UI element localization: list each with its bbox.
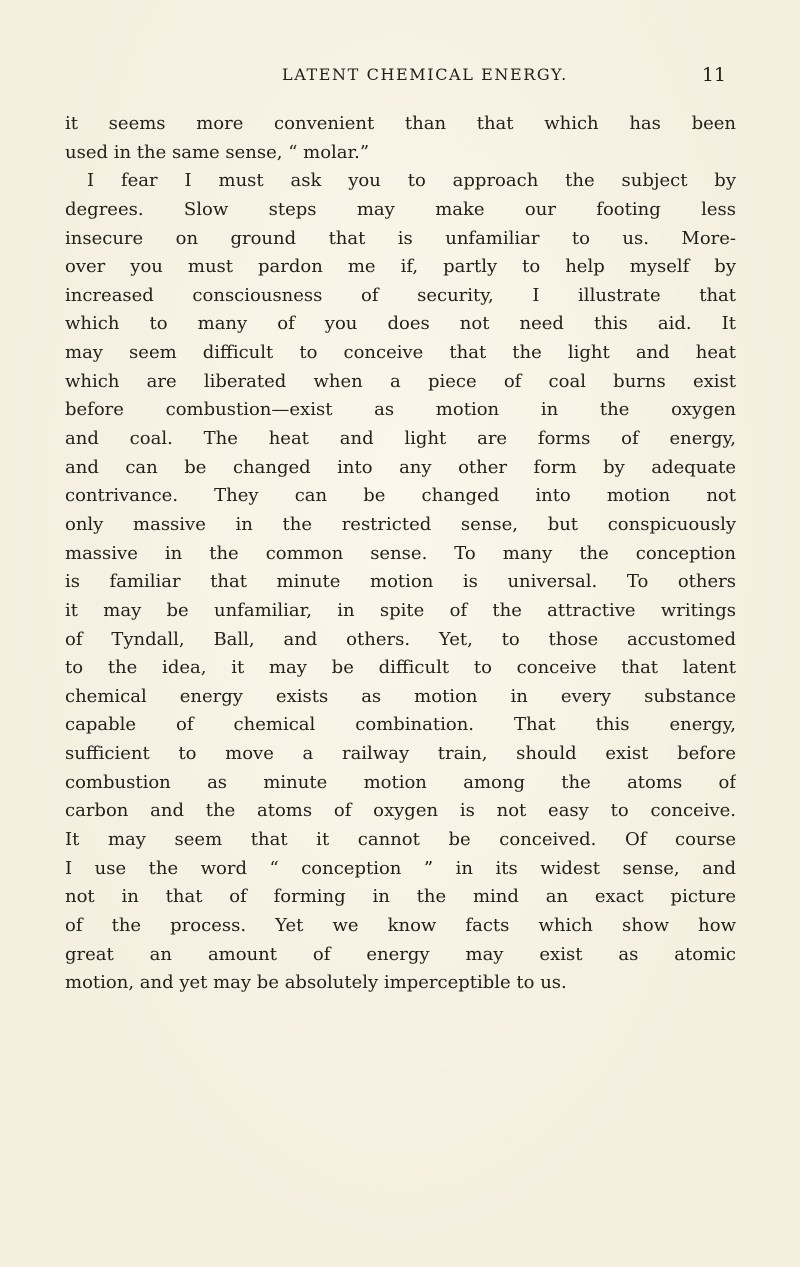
running-head bbox=[282, 60, 726, 90]
text-line: it seems more convenient than that which has been bbox=[65, 113, 736, 134]
text-line: contrivance. They can be changed into motion not bbox=[65, 485, 736, 507]
text-line: of the process. Yet we know facts which show how bbox=[65, 914, 736, 936]
text-line: to the idea, it may be difficult to conceive that latent bbox=[65, 657, 736, 679]
text-line: carbon and the atoms of oxygen is not easy to conceive. bbox=[65, 800, 736, 822]
text-line: and can be changed into any other form by adequate bbox=[65, 456, 736, 478]
text-line: only massive in the restricted sense, but conspicuously bbox=[65, 513, 736, 535]
text-line: increased consciousness of security, I illustrate that bbox=[65, 284, 736, 306]
text-line: I fear I must ask you to approach the subject by bbox=[87, 170, 736, 192]
text-line: capable of chemical combination. That this energy, bbox=[65, 714, 736, 736]
text-line: insecure on ground that is unfamiliar to us. More- bbox=[65, 227, 736, 249]
text-line: is familiar that minute motion is universal. To others bbox=[65, 571, 736, 593]
text-line: which are liberated when a piece of coal burns exist bbox=[65, 370, 736, 392]
text-line: which to many of you does not need this aid. It bbox=[65, 313, 736, 335]
text-line: over you must pardon me if, partly to help myself by bbox=[65, 256, 736, 278]
running-title: LATENT CHEMICAL ENERGY. bbox=[282, 65, 568, 84]
body-text bbox=[65, 110, 736, 998]
text-line: I use the word “ conception ” in its widest sense, and bbox=[65, 857, 736, 879]
text-line: before combustion—exist as motion in the oxygen bbox=[65, 399, 736, 421]
text-line: used in the same sense, “ molar.” bbox=[65, 141, 370, 163]
text-line: combustion as minute motion among the atoms of bbox=[65, 771, 736, 793]
text-line: chemical energy exists as motion in every substance bbox=[65, 685, 736, 707]
text-line: not in that of forming in the mind an exact picture bbox=[65, 886, 736, 908]
text-line: It may seem that it cannot be conceived. Of course bbox=[65, 829, 736, 851]
text-line: may seem difficult to conceive that the light and heat bbox=[65, 342, 736, 364]
text-line: massive in the common sense. To many the conception bbox=[65, 542, 736, 564]
page-number: 11 bbox=[701, 64, 726, 86]
text-line: motion, and yet may be absolutely imperceptible to us. bbox=[65, 972, 567, 994]
text-line: degrees. Slow steps may make our footing less bbox=[65, 198, 736, 220]
text-line: and coal. The heat and light are forms of energy, bbox=[65, 428, 736, 450]
text-line: great an amount of energy may exist as atomic bbox=[65, 943, 736, 965]
text-line: of Tyndall, Ball, and others. Yet, to those accustomed bbox=[65, 628, 736, 650]
text-line: sufficient to move a railway train, should exist before bbox=[65, 743, 736, 765]
text-line: it may be unfamiliar, in spite of the attractive writings bbox=[65, 599, 736, 621]
